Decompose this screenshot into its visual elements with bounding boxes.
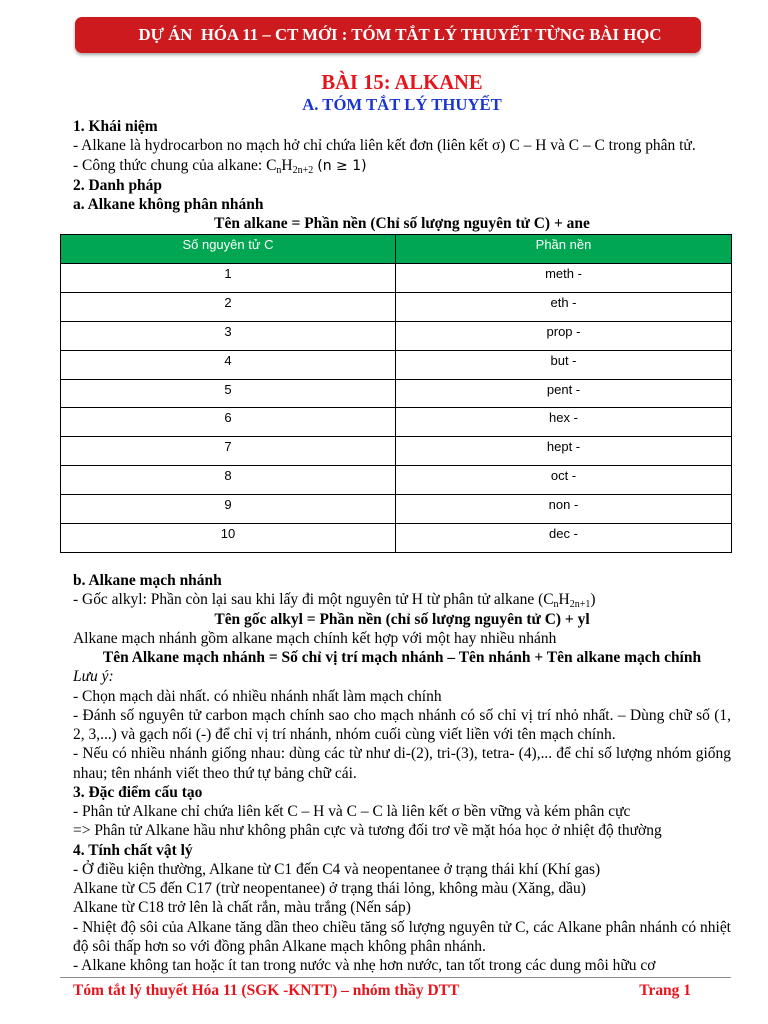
prefix-cell: pent - — [396, 379, 732, 408]
physical-property-line: Alkane từ C18 trở lên là chất rắn, màu trắng (Nến sáp) — [73, 899, 411, 917]
section-heading: 4. Tính chất vật lý — [73, 841, 193, 859]
prefix-cell: hept - — [396, 437, 732, 466]
alkyl-formula-h: H — [558, 591, 570, 609]
carbon-count-cell: 8 — [61, 466, 396, 495]
formula-h: H — [281, 156, 293, 174]
alkyl-definition-line — [73, 590, 731, 609]
subsection-heading: a. Alkane không phân nhánh — [73, 196, 264, 213]
carbon-count-cell: 5 — [61, 379, 396, 408]
physical-property-line: - Ở điều kiện thường, Alkane từ C1 đến C4 và neopentanee ở trạng thái khí (Khí gas) — [73, 860, 601, 878]
prefix-cell: oct - — [396, 466, 732, 495]
note-item: - Chọn mạch dài nhất. có nhiều nhánh nhất làm mạch chính — [73, 687, 442, 705]
section-subtitle: A. TÓM TẮT LÝ THUYẾT — [302, 95, 502, 114]
structure-line: - Phân tử Alkane chỉ chứa liên kết C – H và C – C là liên kết σ bền vững và kém phân cực — [73, 803, 631, 820]
note-item: - Nếu có nhiều nhánh giống nhau: dùng các từ như di-(2), tri-(3), tetra- (4),... để chỉ số lượng nhóm giống nhau; tên nhánh viết theo thứ tự bảng chữ cái. — [73, 745, 731, 782]
alkyl-formula-open: (C — [538, 591, 554, 609]
prefix-cell: hex - — [396, 408, 732, 437]
general-formula-line — [73, 156, 731, 176]
table-row — [61, 264, 732, 293]
carbon-count-cell: 4 — [61, 350, 396, 379]
carbon-count-cell: 3 — [61, 321, 396, 350]
carbon-count-cell: 6 — [61, 408, 396, 437]
note-label: Lưu ý: — [73, 668, 114, 686]
lesson-title: BÀI 15: ALKANE — [321, 72, 483, 94]
alkyl-formula-h-subscript: 2n+1 — [569, 599, 591, 611]
subsection-heading: b. Alkane mạch nhánh — [73, 572, 222, 589]
naming-rule: Tên alkane = Phần nền (Chỉ số lượng nguyên tử C) + ane — [214, 215, 590, 233]
table-row — [61, 379, 732, 408]
alkyl-naming-rule: Tên gốc alkyl = Phần nền (chỉ số lượng nguyên tử C) + yl — [214, 610, 590, 628]
page-number: Trang 1 — [639, 982, 691, 999]
formula-lead: - Công thức chung của alkane: — [73, 156, 267, 174]
prefix-cell: meth - — [396, 264, 732, 293]
banner-title: DỰ ÁN HÓA 11 – CT MỚI : TÓM TẮT LÝ THUYẾT TỪNG BÀI HỌC — [138, 25, 662, 44]
header-banner — [75, 17, 701, 53]
table-header-cell: Phần nền — [396, 235, 732, 264]
structure-line: => Phân tử Alkane hầu như không phân cực và tương đối trơ về mặt hóa học ở nhiệt độ thường — [73, 822, 662, 840]
table-row — [61, 437, 732, 466]
table-row — [61, 466, 732, 495]
table-row — [61, 321, 732, 350]
table-row — [61, 408, 732, 437]
table-row — [61, 350, 732, 379]
main-section — [73, 571, 731, 975]
section-heading: 1. Khái niệm — [73, 118, 158, 135]
table-header-row — [61, 235, 732, 264]
formula-h-subscript: 2n+2 — [292, 164, 314, 176]
formula-c: C — [266, 156, 277, 174]
branched-naming-rule: Tên Alkane mạch nhánh = Số chỉ vị trí mạch nhánh – Tên nhánh + Tên alkane mạch chính — [102, 649, 702, 666]
formula-c-subscript: n — [276, 164, 282, 176]
branched-description: Alkane mạch nhánh gồm alkane mạch chính kết hợp với một hay nhiều nhánh — [73, 629, 557, 647]
carbon-count-cell: 7 — [61, 437, 396, 466]
alkane-prefix-table — [60, 234, 732, 553]
table-row — [61, 524, 732, 553]
footer-divider — [60, 977, 731, 978]
alkyl-formula-close: ) — [590, 591, 596, 609]
carbon-count-cell: 9 — [61, 495, 396, 524]
section-heading: 2. Danh pháp — [73, 176, 162, 194]
prefix-cell: but - — [396, 350, 732, 379]
alkyl-lead: - Gốc alkyl: Phần còn lại sau khi lấy đi một nguyên tử H từ phân tử alkane — [73, 591, 539, 609]
formula-condition: (n ≥ 1) — [317, 157, 367, 174]
physical-property-line: - Alkane không tan hoặc ít tan trong nước và nhẹ hơn nước, tan tốt trong các dung môi hữu cơ — [73, 957, 656, 974]
prefix-cell: non - — [396, 495, 732, 524]
prefix-cell: eth - — [396, 292, 732, 321]
note-item: - Đánh số nguyên tử carbon mạch chính sao cho mạch nhánh có số chỉ vị trí nhỏ nhất. – Dùng chữ số (1, 2, 3,...) và gạch nối (-) để chỉ vị trí nhánh, nhóm cuối cùng viết liền với tên mạch chính. — [73, 706, 731, 743]
physical-property-line: Alkane từ C5 đến C17 (trừ neopentanee) ở trạng thái lỏng, không màu (Xăng, dầu) — [73, 880, 586, 897]
intro-section — [73, 117, 731, 234]
prefix-cell: prop - — [396, 321, 732, 350]
table-row — [61, 495, 732, 524]
definition-paragraph: - Alkane là hydrocarbon no mạch hở chỉ chứa liên kết đơn (liên kết σ) C – H và C – C trong phân tử. — [73, 137, 696, 155]
footer-text: Tóm tắt lý thuyết Hóa 11 (SGK -KNTT) – nhóm thầy DTT — [73, 982, 460, 999]
physical-property-line: - Nhiệt độ sôi của Alkane tăng dần theo chiều tăng số lượng nguyên tử C, các Alkane phân nhánh có nhiệt độ sôi thấp hơn so với đồng phân Alkane mạch không phân nhánh. — [73, 918, 731, 955]
table-row — [61, 292, 732, 321]
table-header-cell: Số nguyên tử C — [61, 235, 396, 264]
carbon-count-cell: 10 — [61, 524, 396, 553]
prefix-cell: dec - — [396, 524, 732, 553]
carbon-count-cell: 1 — [61, 264, 396, 293]
carbon-count-cell: 2 — [61, 292, 396, 321]
alkyl-formula-c-subscript: n — [553, 599, 559, 611]
section-heading: 3. Đặc điểm cấu tạo — [73, 783, 203, 801]
